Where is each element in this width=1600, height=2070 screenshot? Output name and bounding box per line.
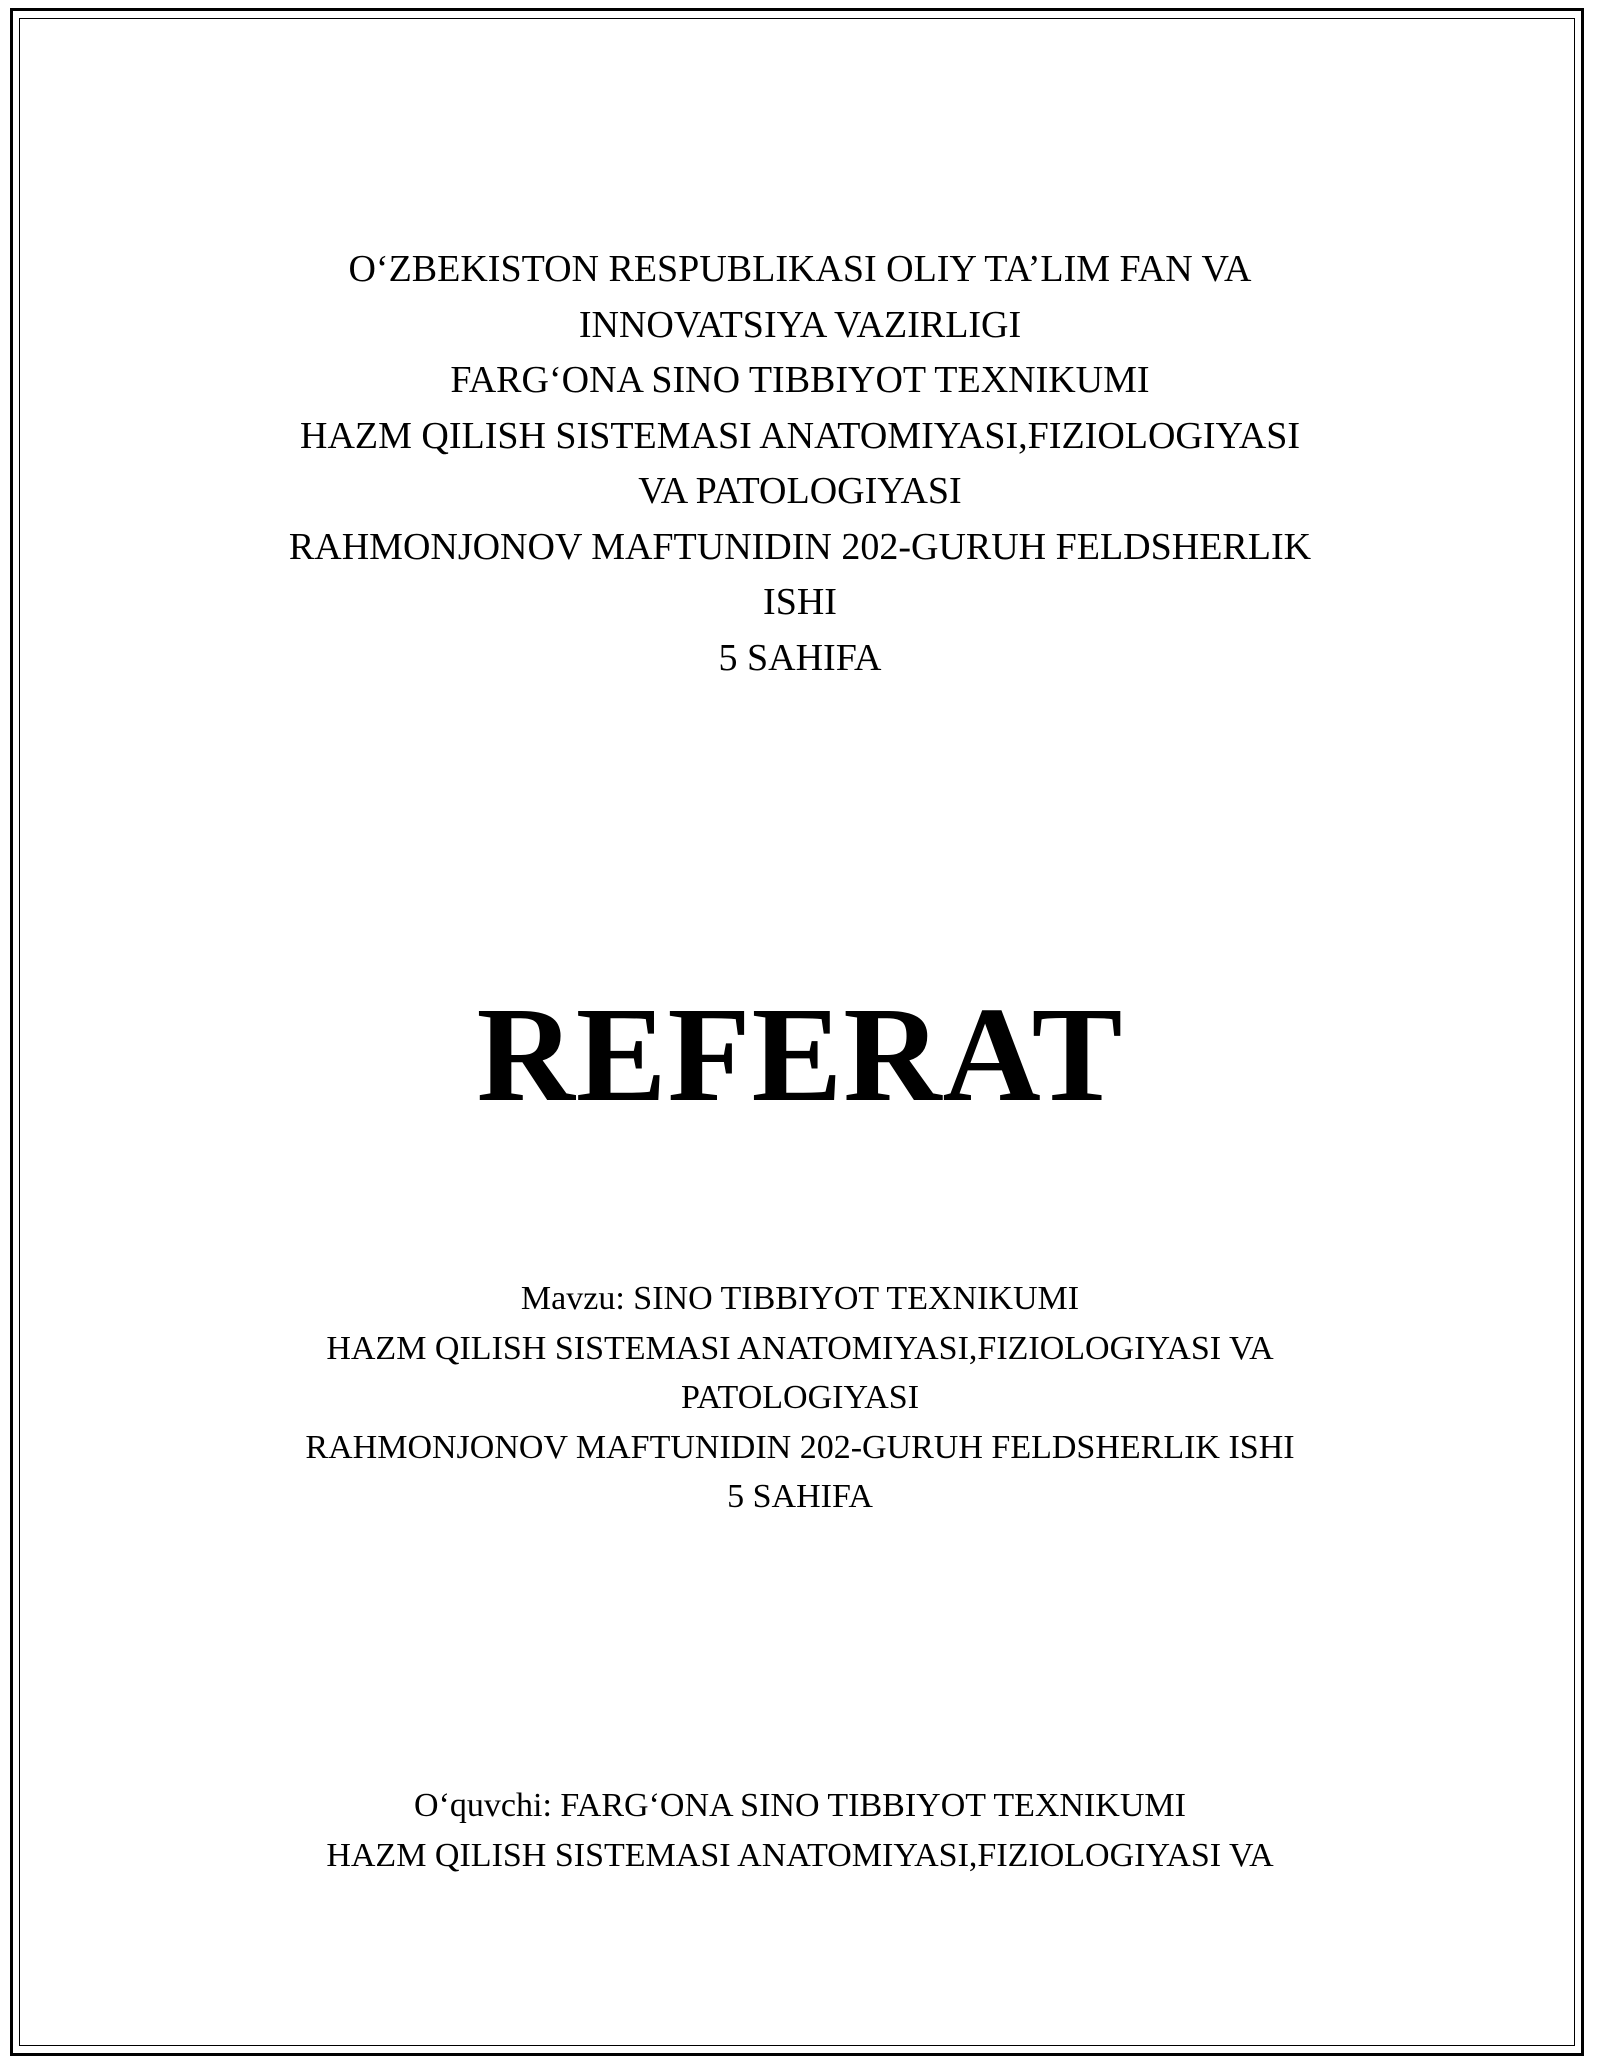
header-line: RAHMONJONOV MAFTUNIDIN 202-GURUH FELDSHERLIK xyxy=(288,525,1312,568)
header-line: ISHI xyxy=(763,581,837,623)
topic-section xyxy=(0,1274,1600,1522)
header-line: VA PATOLOGIYASI xyxy=(638,470,962,512)
topic-line: Mavzu: SINO TIBBIYOT TEXNIKUMI xyxy=(520,1280,1080,1317)
header-line: O‘ZBEKISTON RESPUBLIKASI OLIY TA’LIM FAN VA xyxy=(348,248,1252,290)
ministry-header xyxy=(0,242,1600,686)
topic-line: RAHMONJONOV MAFTUNIDIN 202-GURUH FELDSHERLIK ISHI xyxy=(305,1428,1295,1466)
topic-line: 5 SAHIFA xyxy=(727,1478,873,1515)
student-section xyxy=(0,1781,1600,1880)
student-line: O‘quvchi: FARG‘ONA SINO TIBBIYOT TEXNIKUMI xyxy=(414,1787,1186,1824)
header-line: FARG‘ONA SINO TIBBIYOT TEXNIKUMI xyxy=(450,359,1150,401)
student-line: HAZM QILISH SISTEMASI ANATOMIYASI,FIZIOLOGIYASI VA xyxy=(326,1836,1274,1874)
header-line: 5 SAHIFA xyxy=(718,636,882,679)
document-title: REFERAT xyxy=(476,980,1124,1130)
header-line: INNOVATSIYA VAZIRLIGI xyxy=(578,303,1022,346)
header-line: HAZM QILISH SISTEMASI ANATOMIYASI,FIZIOLOGIYASI xyxy=(300,414,1300,457)
topic-line: PATOLOGIYASI xyxy=(680,1379,920,1416)
topic-line: HAZM QILISH SISTEMASI ANATOMIYASI,FIZIOLOGIYASI VA xyxy=(326,1329,1274,1367)
